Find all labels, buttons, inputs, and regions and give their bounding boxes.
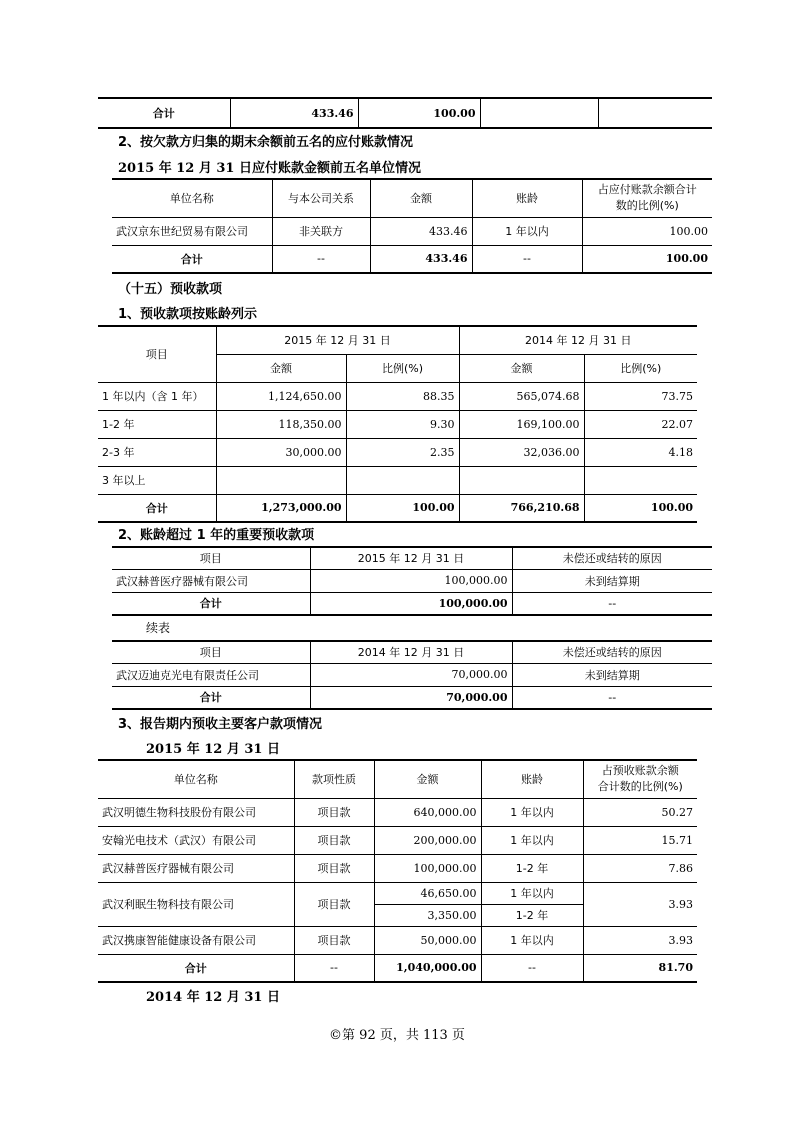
table-row bbox=[98, 410, 697, 438]
total-amount: 433.46 bbox=[370, 245, 472, 273]
age: 1 年以内 bbox=[481, 798, 583, 826]
page-footer: ©第 92 页，共 113 页 bbox=[329, 1028, 465, 1043]
carryover-total-ratio: 100.00 bbox=[358, 98, 480, 128]
carryover-total-amount: 433.46 bbox=[230, 98, 358, 128]
table-row bbox=[98, 438, 697, 466]
ratio: 3.93 bbox=[583, 926, 697, 954]
customers-date-2015: 2015 年 12 月 31 日 bbox=[146, 742, 280, 757]
table-row bbox=[98, 382, 697, 410]
col-header-period-2015: 2015 年 12 月 31 日 bbox=[216, 326, 459, 354]
amount-2015 bbox=[216, 466, 346, 494]
total-row bbox=[112, 245, 712, 273]
customer-advance-table bbox=[98, 759, 697, 983]
unit-name: 武汉利眠生物科技有限公司 bbox=[98, 882, 294, 926]
total-row bbox=[112, 686, 712, 709]
amount-2014: 169,100.00 bbox=[459, 410, 584, 438]
reason: 未到结算期 bbox=[512, 569, 712, 592]
section-subheading-advance-age: 1、预收款项按账龄列示 bbox=[118, 307, 258, 322]
ratio: 50.27 bbox=[583, 798, 697, 826]
section-heading-advance: （十五）预收款项 bbox=[118, 282, 223, 297]
total-age: -- bbox=[481, 954, 583, 982]
continued-table-label: 续表 bbox=[146, 621, 171, 635]
item-name: 武汉赫普医疗器械有限公司 bbox=[112, 569, 310, 592]
age: 1 年以内 bbox=[481, 926, 583, 954]
unit-name: 安翰光电技术（武汉）有限公司 bbox=[98, 826, 294, 854]
amount: 200,000.00 bbox=[374, 826, 481, 854]
reason: 未到结算期 bbox=[512, 663, 712, 686]
ratio: 3.93 bbox=[583, 882, 697, 926]
nature: 项目款 bbox=[294, 826, 374, 854]
col-header-ratio bbox=[583, 760, 697, 798]
col-header-item: 项目 bbox=[112, 641, 310, 663]
age-bucket: 1 年以内（含 1 年） bbox=[98, 382, 216, 410]
table-row bbox=[112, 663, 712, 686]
total-nature: -- bbox=[294, 954, 374, 982]
amount-2014: 565,074.68 bbox=[459, 382, 584, 410]
carryover-table bbox=[98, 97, 712, 129]
nature: 项目款 bbox=[294, 854, 374, 882]
carryover-empty-cell bbox=[598, 98, 712, 128]
carryover-total-label: 合计 bbox=[98, 98, 230, 128]
over-1-year-2015-table bbox=[112, 546, 712, 616]
total-label: 合计 bbox=[112, 592, 310, 615]
total-amount-2015: 1,273,000.00 bbox=[216, 494, 346, 522]
age: 1 年以内 bbox=[472, 217, 582, 245]
col-header-ratio-2015: 比例(%) bbox=[346, 354, 459, 382]
total-label: 合计 bbox=[112, 245, 272, 273]
amount: 640,000.00 bbox=[374, 798, 481, 826]
ratio-2015: 2.35 bbox=[346, 438, 459, 466]
col-header-reason: 未偿还或结转的原因 bbox=[512, 641, 712, 663]
col-header-reason: 未偿还或结转的原因 bbox=[512, 547, 712, 569]
relation: 非关联方 bbox=[272, 217, 370, 245]
total-label: 合计 bbox=[98, 494, 216, 522]
over-1-year-2014-table bbox=[112, 640, 712, 710]
amount: 3,350.00 bbox=[374, 904, 481, 926]
total-amount: 1,040,000.00 bbox=[374, 954, 481, 982]
total-label: 合计 bbox=[98, 954, 294, 982]
table-row bbox=[98, 926, 697, 954]
age: 1-2 年 bbox=[481, 904, 583, 926]
amount-2015: 118,350.00 bbox=[216, 410, 346, 438]
amount: 46,650.00 bbox=[374, 882, 481, 904]
col-header-amount: 金额 bbox=[374, 760, 481, 798]
col-header-item: 项目 bbox=[98, 326, 216, 382]
total-reason: -- bbox=[512, 686, 712, 709]
table-row bbox=[112, 217, 712, 245]
nature: 项目款 bbox=[294, 798, 374, 826]
ratio-2014: 22.07 bbox=[584, 410, 697, 438]
ratio: 100.00 bbox=[582, 217, 712, 245]
col-header-date: 2015 年 12 月 31 日 bbox=[310, 547, 512, 569]
total-amount: 70,000.00 bbox=[310, 686, 512, 709]
nature: 项目款 bbox=[294, 926, 374, 954]
age: 1-2 年 bbox=[481, 854, 583, 882]
col-header-ratio-line1: 占预收账款余额 bbox=[601, 764, 679, 778]
total-ratio-2014: 100.00 bbox=[584, 494, 697, 522]
ratio-2015: 88.35 bbox=[346, 382, 459, 410]
total-ratio: 100.00 bbox=[582, 245, 712, 273]
customers-date-2014: 2014 年 12 月 31 日 bbox=[146, 990, 280, 1005]
ratio-2014 bbox=[584, 466, 697, 494]
col-header-ratio-2014: 比例(%) bbox=[584, 354, 697, 382]
age-bucket: 1-2 年 bbox=[98, 410, 216, 438]
table-row bbox=[112, 569, 712, 592]
ratio-2014: 4.18 bbox=[584, 438, 697, 466]
total-relation: -- bbox=[272, 245, 370, 273]
ratio-2015: 9.30 bbox=[346, 410, 459, 438]
ratio-2015 bbox=[346, 466, 459, 494]
col-header-ratio bbox=[582, 179, 712, 217]
carryover-empty-cell bbox=[480, 98, 598, 128]
table-row bbox=[98, 854, 697, 882]
table-row bbox=[98, 826, 697, 854]
col-header-unit: 单位名称 bbox=[98, 760, 294, 798]
table-row bbox=[98, 882, 697, 904]
section-subheading-payable: 2015 年 12 月 31 日应付账款金额前五名单位情况 bbox=[118, 161, 421, 176]
amount: 70,000.00 bbox=[310, 663, 512, 686]
col-header-age: 账龄 bbox=[472, 179, 582, 217]
total-age: -- bbox=[472, 245, 582, 273]
amount: 50,000.00 bbox=[374, 926, 481, 954]
amount: 100,000.00 bbox=[310, 569, 512, 592]
total-ratio: 81.70 bbox=[583, 954, 697, 982]
col-header-amount-2014: 金额 bbox=[459, 354, 584, 382]
unit-name: 武汉赫普医疗器械有限公司 bbox=[98, 854, 294, 882]
age-bucket: 3 年以上 bbox=[98, 466, 216, 494]
col-header-ratio-line2: 数的比例(%) bbox=[615, 199, 679, 213]
total-amount-2014: 766,210.68 bbox=[459, 494, 584, 522]
unit-name: 武汉携康智能健康设备有限公司 bbox=[98, 926, 294, 954]
col-header-ratio-line1: 占应付账款余额合计 bbox=[597, 183, 697, 197]
total-ratio-2015: 100.00 bbox=[346, 494, 459, 522]
section-heading-customers: 3、报告期内预收主要客户款项情况 bbox=[118, 717, 323, 732]
payable-top5-table bbox=[112, 178, 712, 274]
ratio: 15.71 bbox=[583, 826, 697, 854]
amount-2015: 1,124,650.00 bbox=[216, 382, 346, 410]
col-header-age: 账龄 bbox=[481, 760, 583, 798]
section-heading-payable: 2、按欠款方归集的期末余额前五名的应付账款情况 bbox=[118, 135, 414, 150]
unit-name: 武汉明德生物科技股份有限公司 bbox=[98, 798, 294, 826]
total-row bbox=[98, 494, 697, 522]
amount-2015: 30,000.00 bbox=[216, 438, 346, 466]
unit-name: 武汉京东世纪贸易有限公司 bbox=[112, 217, 272, 245]
amount: 100,000.00 bbox=[374, 854, 481, 882]
amount: 433.46 bbox=[370, 217, 472, 245]
table-row bbox=[98, 466, 697, 494]
col-header-nature: 款项性质 bbox=[294, 760, 374, 798]
col-header-amount-2015: 金额 bbox=[216, 354, 346, 382]
ratio-2014: 73.75 bbox=[584, 382, 697, 410]
section-heading-over-1-year: 2、账龄超过 1 年的重要预收款项 bbox=[118, 528, 315, 543]
col-header-ratio-line2: 合计数的比例(%) bbox=[597, 780, 683, 794]
col-header-unit: 单位名称 bbox=[112, 179, 272, 217]
col-header-amount: 金额 bbox=[370, 179, 472, 217]
item-name: 武汉迈迪克光电有限责任公司 bbox=[112, 663, 310, 686]
advance-by-age-table bbox=[98, 325, 697, 523]
age: 1 年以内 bbox=[481, 826, 583, 854]
nature: 项目款 bbox=[294, 882, 374, 926]
total-amount: 100,000.00 bbox=[310, 592, 512, 615]
amount-2014 bbox=[459, 466, 584, 494]
total-label: 合计 bbox=[112, 686, 310, 709]
ratio: 7.86 bbox=[583, 854, 697, 882]
col-header-period-2014: 2014 年 12 月 31 日 bbox=[459, 326, 697, 354]
total-reason: -- bbox=[512, 592, 712, 615]
age: 1 年以内 bbox=[481, 882, 583, 904]
col-header-item: 项目 bbox=[112, 547, 310, 569]
col-header-date: 2014 年 12 月 31 日 bbox=[310, 641, 512, 663]
total-row bbox=[98, 954, 697, 982]
amount-2014: 32,036.00 bbox=[459, 438, 584, 466]
total-row bbox=[112, 592, 712, 615]
table-row bbox=[98, 798, 697, 826]
col-header-relation: 与本公司关系 bbox=[272, 179, 370, 217]
age-bucket: 2-3 年 bbox=[98, 438, 216, 466]
